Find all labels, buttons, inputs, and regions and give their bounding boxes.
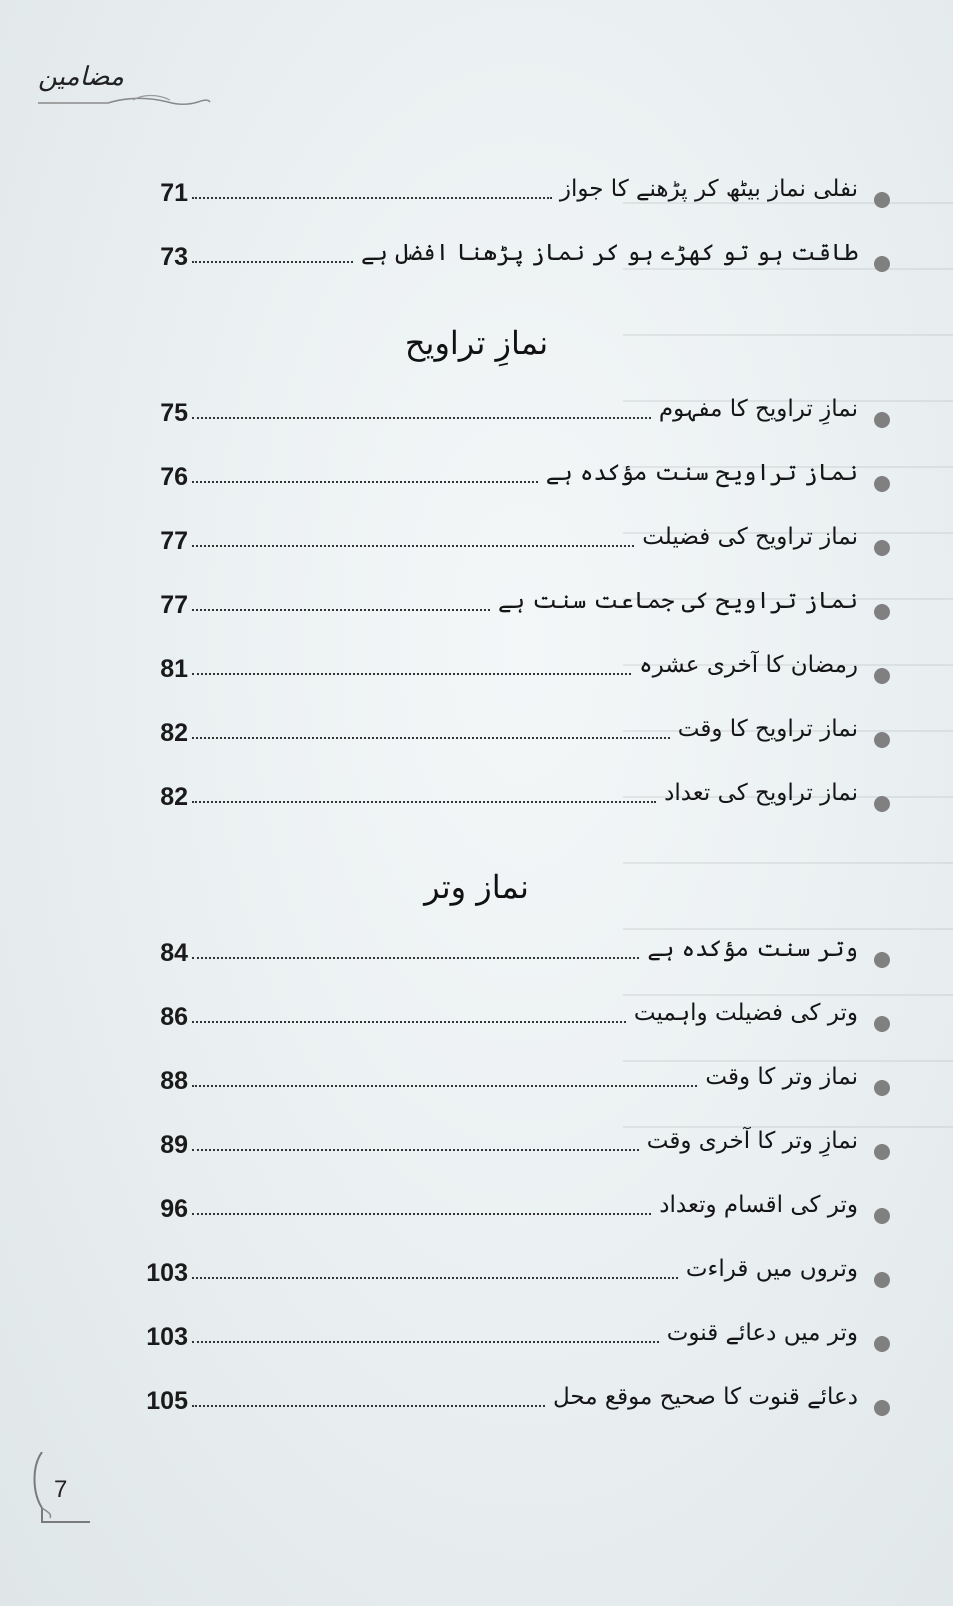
dotted-leader xyxy=(192,1212,651,1215)
toc-entry[interactable] xyxy=(130,388,890,432)
bullet-dot-icon xyxy=(874,952,890,968)
toc-entry-title: نماز وتر کا وقت xyxy=(705,1064,858,1090)
toc-entry-title: دعائے قنوت کا صحیح موقع محل xyxy=(552,1384,858,1410)
bullet-dot-icon xyxy=(874,192,890,208)
bullet-dot-icon xyxy=(874,1272,890,1288)
toc-page-number: 75 xyxy=(160,399,188,427)
toc-entry[interactable] xyxy=(130,580,890,624)
toc-page-number: 88 xyxy=(160,1067,188,1095)
toc-entry[interactable] xyxy=(130,708,890,752)
toc-entry[interactable] xyxy=(130,1056,890,1100)
dotted-leader xyxy=(192,196,552,199)
toc-page-number: 82 xyxy=(160,719,188,747)
bullet-dot-icon xyxy=(874,1016,890,1032)
toc-page-number: 73 xyxy=(160,243,188,271)
toc-entry[interactable] xyxy=(130,168,890,212)
page-number: 7 xyxy=(54,1476,68,1503)
header-flourish-ornament xyxy=(38,94,213,108)
toc-entry-title: وتر میں دعائے قنوت xyxy=(666,1320,858,1346)
toc-page-number: 103 xyxy=(146,1323,188,1351)
toc-page-number: 76 xyxy=(160,463,188,491)
bullet-dot-icon xyxy=(874,1208,890,1224)
section-heading-taraweeh: نمازِ تراویح xyxy=(404,324,549,362)
toc-entry-title: رمضان کا آخری عشرہ xyxy=(639,652,858,678)
dotted-leader xyxy=(192,736,670,739)
bullet-dot-icon xyxy=(874,732,890,748)
toc-entry[interactable] xyxy=(130,516,890,560)
header-title: مضامین xyxy=(38,62,124,92)
running-header xyxy=(38,62,213,112)
toc-entry-title: نماز تراویح کی تعداد xyxy=(664,780,858,806)
bullet-dot-icon xyxy=(874,1336,890,1352)
toc-entry[interactable] xyxy=(130,452,890,496)
toc-page-number: 81 xyxy=(160,655,188,683)
toc-page-number: 89 xyxy=(160,1131,188,1159)
dotted-leader xyxy=(192,1020,626,1023)
toc-page-number: 71 xyxy=(160,179,188,207)
dotted-leader xyxy=(192,800,656,803)
dotted-leader xyxy=(192,1404,545,1407)
section-heading-witr: نماز وتر xyxy=(424,868,529,906)
toc-entry-title: وتر سنت مؤکدہ ہے xyxy=(647,936,858,962)
toc-page-number: 84 xyxy=(160,939,188,967)
toc-entry-title: وتر کی فضیلت واہمیت xyxy=(633,1000,858,1026)
dotted-leader xyxy=(192,1340,659,1343)
dotted-leader xyxy=(192,608,490,611)
toc-entry[interactable] xyxy=(130,1184,890,1228)
dotted-leader xyxy=(192,1084,697,1087)
bullet-dot-icon xyxy=(874,1144,890,1160)
toc-entry[interactable] xyxy=(130,1120,890,1164)
bullet-dot-icon xyxy=(874,604,890,620)
toc-page-number: 96 xyxy=(160,1195,188,1223)
toc-page-number: 77 xyxy=(160,591,188,619)
bullet-dot-icon xyxy=(874,540,890,556)
bullet-dot-icon xyxy=(874,476,890,492)
dotted-leader xyxy=(192,416,651,419)
dotted-leader xyxy=(192,1276,678,1279)
bullet-dot-icon xyxy=(874,256,890,272)
toc-entry-title: نمازِ تراویح کا مفہوم xyxy=(658,396,858,422)
bullet-dot-icon xyxy=(874,1400,890,1416)
bullet-dot-icon xyxy=(874,412,890,428)
dotted-leader xyxy=(192,544,634,547)
dotted-leader xyxy=(192,672,631,675)
toc-entry-title: نفلی نماز بیٹھ کر پڑھنے کا جواز xyxy=(559,176,858,202)
dotted-leader xyxy=(192,956,639,959)
toc-page-number: 105 xyxy=(146,1387,188,1415)
toc-entry-title: نماز تراویح کی فضیلت xyxy=(642,524,858,550)
toc-entry-title: طاقت ہو تو کھڑے ہو کر نماز پڑھنا افضل ہے xyxy=(360,240,858,266)
dotted-leader xyxy=(192,1148,639,1151)
toc-entry[interactable] xyxy=(130,928,890,972)
toc-entry[interactable] xyxy=(130,1376,890,1420)
dotted-leader xyxy=(192,480,538,483)
toc-entry-title: نماز تراویح کا وقت xyxy=(677,716,858,742)
toc-entry[interactable] xyxy=(130,992,890,1036)
toc-entry[interactable] xyxy=(130,232,890,276)
toc-page-number: 86 xyxy=(160,1003,188,1031)
dotted-leader xyxy=(192,260,353,263)
toc-entry[interactable] xyxy=(130,772,890,816)
toc-entry-title: وتر کی اقسام وتعداد xyxy=(659,1192,858,1218)
bullet-dot-icon xyxy=(874,668,890,684)
toc-entry-title: نماز تراویح سنت مؤکدہ ہے xyxy=(545,460,858,486)
toc-page-number: 82 xyxy=(160,783,188,811)
toc-page-number: 103 xyxy=(146,1259,188,1287)
toc-entry-title: نماز تراویح کی جماعت سنت ہے xyxy=(498,588,858,614)
page-footer xyxy=(28,1452,98,1528)
bullet-dot-icon xyxy=(874,1080,890,1096)
toc-entry[interactable] xyxy=(130,1248,890,1292)
toc-page-number: 77 xyxy=(160,527,188,555)
toc-entry[interactable] xyxy=(130,1312,890,1356)
toc-entry[interactable] xyxy=(130,644,890,688)
toc-entry-title: وتروں میں قراءت xyxy=(685,1256,858,1282)
bullet-dot-icon xyxy=(874,796,890,812)
toc-entry-title: نمازِ وتر کا آخری وقت xyxy=(646,1128,858,1154)
